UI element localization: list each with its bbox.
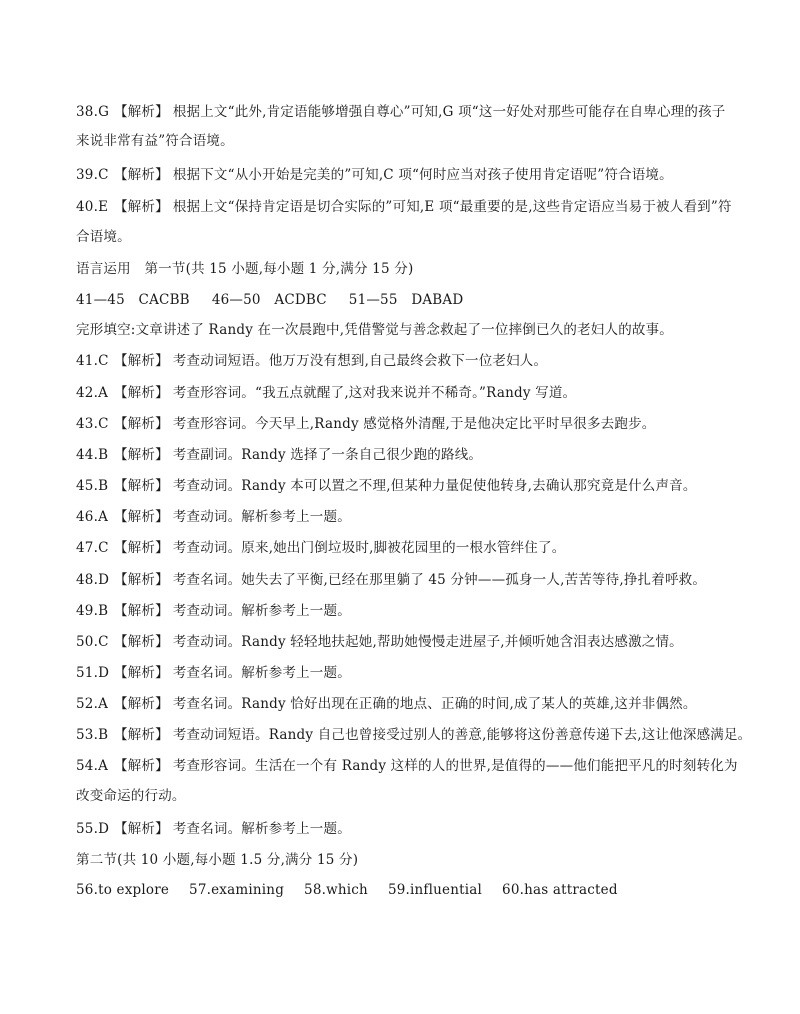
answer-line-46 — [76, 508, 736, 526]
analysis-text: 根据下文“从小开始是完美的”可知,C 项“何时应当对孩子使用肯定语呢”符合语境。 — [172, 167, 673, 183]
analysis-text: 根据上文“此外,肯定语能够增强自尊心”可知,G 项“这一好处对那些可能存在自卑心理的孩子 — [172, 104, 726, 120]
analysis-tag: 【解析】 — [114, 104, 169, 120]
answer-line-48 — [76, 571, 736, 589]
analysis-tag: 【解析】 — [114, 603, 169, 619]
analysis-tag: 【解析】 — [114, 353, 169, 369]
question-number: 53.B — [76, 727, 109, 743]
question-number: 49.B — [76, 603, 109, 619]
analysis-text: 考查形容词。生活在一个有 Randy 这样的人的世界,是值得的——他们能把平凡的时刻转化为 — [172, 758, 738, 774]
fill-answer: 60.has attracted — [502, 882, 618, 898]
answer-key-row — [76, 291, 736, 309]
question-number: 52.A — [76, 696, 109, 712]
analysis-tag: 【解析】 — [114, 572, 169, 588]
question-number: 50.C — [76, 634, 109, 650]
analysis-tag: 【解析】 — [114, 821, 169, 837]
question-number: 55.D — [76, 821, 110, 837]
answer-line-44 — [76, 446, 736, 464]
answer-line-41 — [76, 352, 736, 370]
answer-group: 46—50 ACDBC — [211, 292, 327, 308]
fill-answer: 58.which — [304, 882, 368, 898]
answer-line-52 — [76, 695, 736, 713]
section-heading-2: 第二节(共 10 小题,每小题 1.5 分,满分 15 分) — [76, 852, 359, 868]
analysis-text: 合语境。 — [76, 229, 131, 245]
answer-line-45 — [76, 477, 736, 495]
analysis-tag: 【解析】 — [114, 167, 169, 183]
answer-line-54-cont — [76, 787, 736, 805]
analysis-text: 考查动词。Randy 轻轻地扶起她,帮助她慢慢走进屋子,并倾听她含泪表达感激之情。 — [172, 634, 683, 650]
answer-line-38-cont — [76, 132, 736, 150]
fill-answer: 56.to explore — [76, 882, 170, 898]
analysis-tag: 【解析】 — [114, 634, 169, 650]
question-number: 51.D — [76, 665, 110, 681]
analysis-tag: 【解析】 — [114, 758, 169, 774]
answer-line-55 — [76, 820, 736, 838]
section-heading-1: 语言运用 第一节(共 15 小题,每小题 1 分,满分 15 分) — [76, 261, 414, 277]
answer-group: 41—45 CACBB — [76, 292, 190, 308]
analysis-text: 考查名词。解析参考上一题。 — [172, 665, 351, 681]
fill-answer: 59.influential — [387, 882, 483, 898]
analysis-text: 考查动词。原来,她出门倒垃圾时,脚被花园里的一根水管绊住了。 — [172, 540, 566, 556]
analysis-tag: 【解析】 — [114, 478, 169, 494]
question-number: 42.A — [76, 385, 109, 401]
question-number: 48.D — [76, 572, 110, 588]
analysis-text: 考查动词。Randy 本可以置之不理,但某种力量促使他转身,去确认那究竟是什么声音。 — [172, 478, 697, 494]
analysis-tag: 【解析】 — [114, 509, 169, 525]
question-number: 43.C — [76, 416, 109, 432]
answer-line-40-cont — [76, 228, 736, 246]
analysis-text: 考查名词。Randy 恰好出现在正确的地点、正确的时间,成了某人的英雄,这并非偶然。 — [172, 696, 697, 712]
analysis-text: 考查副词。Randy 选择了一条自己很少跑的路线。 — [172, 447, 483, 463]
question-number: 40.E — [76, 199, 109, 215]
answer-line-49 — [76, 602, 736, 620]
analysis-text: 改变命运的行动。 — [76, 788, 186, 804]
answer-group: 51—55 DABAD — [348, 292, 464, 308]
analysis-tag: 【解析】 — [114, 416, 169, 432]
answer-line-51 — [76, 664, 736, 682]
analysis-tag: 【解析】 — [114, 447, 169, 463]
answer-line-40 — [76, 198, 736, 216]
analysis-text: 考查名词。解析参考上一题。 — [172, 821, 351, 837]
analysis-tag: 【解析】 — [114, 665, 169, 681]
answer-line-53 — [76, 726, 752, 744]
analysis-text: 考查形容词。今天早上,Randy 感觉格外清醒,于是他决定比平时早很多去跑步。 — [172, 416, 656, 432]
question-number: 45.B — [76, 478, 109, 494]
analysis-text: 考查动词。解析参考上一题。 — [172, 509, 351, 525]
question-number: 47.C — [76, 540, 109, 556]
answer-line-39 — [76, 166, 736, 184]
analysis-text: 考查名词。她失去了平衡,已经在那里躺了 45 分钟——孤身一人,苦苦等待,挣扎着呼救。 — [172, 572, 707, 588]
analysis-tag: 【解析】 — [114, 727, 169, 743]
analysis-text: 考查形容词。“我五点就醒了,这对我来说并不稀奇。”Randy 写道。 — [172, 385, 577, 401]
question-number: 39.C — [76, 167, 109, 183]
fill-answer: 57.examining — [189, 882, 285, 898]
analysis-tag: 【解析】 — [114, 385, 169, 401]
question-number: 46.A — [76, 509, 109, 525]
answer-line-38 — [76, 103, 736, 121]
analysis-tag: 【解析】 — [114, 696, 169, 712]
cloze-intro: 完形填空:文章讲述了 Randy 在一次晨跑中,凭借警觉与善念救起了一位摔倒已久的老妇人的故事。 — [76, 322, 674, 338]
question-number: 44.B — [76, 447, 109, 463]
answer-line-54 — [76, 757, 736, 775]
analysis-text: 根据上文“保持肯定语是切合实际的”可知,E 项“最重要的是,这些肯定语应当易于被人看到”符 — [172, 199, 732, 215]
analysis-text: 来说非常有益”符合语境。 — [76, 133, 234, 149]
answer-line-50 — [76, 633, 736, 651]
answer-line-47 — [76, 539, 736, 557]
analysis-tag: 【解析】 — [114, 199, 169, 215]
fill-answers-row — [76, 881, 736, 899]
analysis-text: 考查动词短语。Randy 自己也曾接受过别人的善意,能够将这份善意传递下去,这让他深感满足。 — [172, 727, 752, 743]
question-number: 38.G — [76, 104, 110, 120]
answer-line-42 — [76, 384, 736, 402]
analysis-tag: 【解析】 — [114, 540, 169, 556]
analysis-text: 考查动词短语。他万万没有想到,自己最终会救下一位老妇人。 — [172, 353, 548, 369]
question-number: 54.A — [76, 758, 109, 774]
answer-line-43 — [76, 415, 736, 433]
analysis-text: 考查动词。解析参考上一题。 — [172, 603, 351, 619]
question-number: 41.C — [76, 353, 109, 369]
